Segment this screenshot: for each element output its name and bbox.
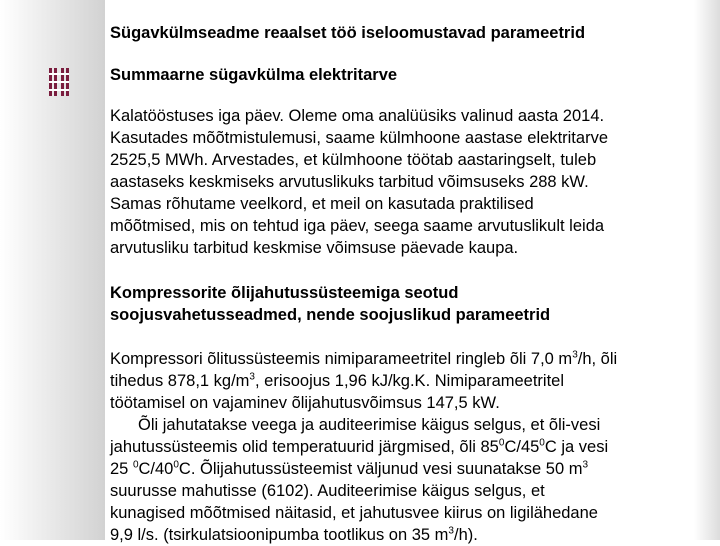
text-line: suurusse mahutisse (6102). Auditeerimise käigus selgus, et — [110, 482, 545, 500]
text-line: aastaseks keskmiseks arvutuslikuks tarbitud võimsuseks 288 kW. — [110, 173, 589, 191]
slide-content — [110, 22, 700, 546]
text-line: 9,9 l/s. (tsirkulatsioonipumba tootlikus on 35 $m^3/h$). — [110, 525, 478, 544]
text-line: 2525,5 MWh. Arvestades, et külmhoone töötab aastaringselt, tuleb — [110, 151, 597, 169]
text-line: arvutusliku tarbitud keskmise võimsuse päevade kaupa. — [110, 239, 519, 257]
text-line: jahutussüsteemis olid temperatuurid järgmised, õli $85^0C/45^0C$ ja vesi — [110, 437, 609, 456]
text-line: Kompressori õlitussüsteemis nimiparameetritel ringleb õli 7,0 $m^3/h$, õli — [110, 349, 618, 368]
university-logo-icon — [49, 68, 69, 96]
slide-title: Sügavkülmseadme reaalset töö iseloomustavad parameetrid — [110, 24, 586, 42]
text-line: 25 $^0C/40^0C$. Õlijahutussüsteemist väljunud vesi suunatakse 50 $m^3$ — [110, 459, 589, 478]
text-line: Samas rõhutame veelkord, et meil on kasutada praktilised — [110, 195, 534, 213]
paragraph-oil-cooling — [110, 348, 700, 546]
text-line: töötamisel on vajaminev õlijahutusvõimsus 147,5 kW. — [110, 394, 500, 412]
text-line: tihedus 878,1 $kg/m^3$, erisoojus 1,96 kJ/kg.K. Nimiparameetritel — [110, 371, 565, 390]
heading-line: Kompressorite õlijahutussüsteemiga seotud — [110, 284, 459, 302]
text-line: Kalatööstuses iga päev. Oleme oma analüüsiks valinud aasta 2014. — [110, 107, 605, 125]
text-line: mõõtmised, mis on tehtud iga päev, seega saame arvutuslikult leida — [110, 217, 605, 235]
slide-subtitle: Summaarne sügavkülma elektritarve — [110, 66, 398, 84]
paragraph-electricity — [110, 105, 700, 259]
heading-line: soojusvahetusseadmed, nende soojuslikud parameetrid — [110, 306, 551, 324]
text-line: Kasutades mõõtmistulemusi, saame külmhoone aastase elektritarve — [110, 129, 608, 147]
section-heading-compressors — [110, 282, 700, 326]
text-line: kunagised mõõtmised näitasid, et jahutusvee kiirus on ligilähedane — [110, 504, 598, 522]
text-line: Õli jahutatakse veega ja auditeerimise käigus selgus, et õli-vesi — [138, 416, 601, 434]
